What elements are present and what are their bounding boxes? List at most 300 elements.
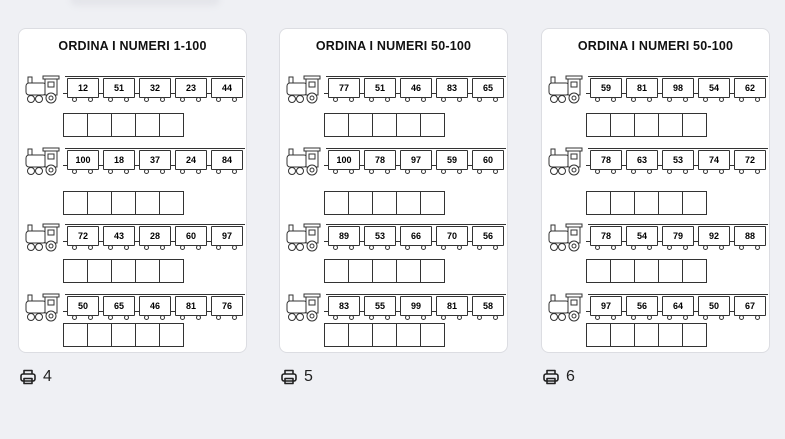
wagon-wheel xyxy=(144,97,149,102)
wagon-wheel xyxy=(349,97,354,102)
answer-box xyxy=(159,259,184,283)
wagon-wheel xyxy=(647,245,652,250)
wagon-number: 55 xyxy=(364,296,396,316)
wagon-wheel xyxy=(611,245,616,250)
wagon-wheel xyxy=(333,315,338,320)
wagon-coupler xyxy=(694,93,698,94)
answer-box xyxy=(348,323,373,347)
wagon-coupler xyxy=(396,311,400,312)
print-count-value: 6 xyxy=(566,368,575,385)
wagon-wheel xyxy=(457,245,462,250)
wagon-coupler xyxy=(468,165,472,166)
wagon-number: 97 xyxy=(211,226,243,246)
wagon-number: 72 xyxy=(67,226,99,246)
wagon-number: 60 xyxy=(175,226,207,246)
wagon-wheel xyxy=(232,315,237,320)
wagon-wheel xyxy=(739,245,744,250)
answer-box xyxy=(634,191,659,215)
wagon-coupler xyxy=(658,93,662,94)
answer-boxes xyxy=(324,113,445,137)
wagon-wheel xyxy=(755,169,760,174)
answer-box xyxy=(372,113,397,137)
worksheet-title: ORDINA I NUMERI 50-100 xyxy=(315,39,472,53)
answer-box xyxy=(159,113,184,137)
wagon-wheel xyxy=(421,315,426,320)
answer-box xyxy=(682,191,707,215)
wagon-coupler xyxy=(171,93,175,94)
wagon-number: 88 xyxy=(734,226,766,246)
wagon-number: 64 xyxy=(662,296,694,316)
wagon-wheel xyxy=(369,97,374,102)
wagon-number: 99 xyxy=(400,296,432,316)
answer-box xyxy=(634,323,659,347)
wagon-wheel xyxy=(160,97,165,102)
wagon-wheel xyxy=(683,315,688,320)
answer-box xyxy=(420,191,445,215)
answer-box xyxy=(396,191,421,215)
wagon-number: 56 xyxy=(626,296,658,316)
train-row xyxy=(286,223,504,253)
wagon-wheel xyxy=(160,245,165,250)
wagon-number: 92 xyxy=(698,226,730,246)
train-row xyxy=(25,75,243,105)
train-row xyxy=(286,293,504,323)
wagon-wheel xyxy=(369,245,374,250)
wagon-wheel xyxy=(719,245,724,250)
print-count[interactable] xyxy=(280,368,313,386)
wagon-wheel xyxy=(160,315,165,320)
wagon-number: 63 xyxy=(626,150,658,170)
wagon-wheel xyxy=(349,169,354,174)
wagon-number: 24 xyxy=(175,150,207,170)
wagon-number: 43 xyxy=(103,226,135,246)
wagon-coupler xyxy=(622,93,626,94)
wagon-coupler xyxy=(396,241,400,242)
wagon-coupler xyxy=(586,165,590,166)
wagon-coupler xyxy=(396,93,400,94)
answer-box xyxy=(610,113,635,137)
wagon-coupler xyxy=(207,93,211,94)
wagon-coupler xyxy=(730,311,734,312)
wagon-wheel xyxy=(124,169,129,174)
wagon-wheel xyxy=(631,315,636,320)
wagon-coupler xyxy=(99,93,103,94)
wagon-number: 65 xyxy=(103,296,135,316)
wagon-wheel xyxy=(477,245,482,250)
wagon-number: 100 xyxy=(328,150,360,170)
wagon-number: 62 xyxy=(734,78,766,98)
answer-box xyxy=(135,323,160,347)
wagon-wheel xyxy=(369,315,374,320)
wagon-wheel xyxy=(755,97,760,102)
wagon-number: 81 xyxy=(175,296,207,316)
wagon-wheel xyxy=(457,169,462,174)
wagon-coupler xyxy=(171,311,175,312)
wagon-coupler xyxy=(622,241,626,242)
answer-box xyxy=(420,259,445,283)
wagon-wheel xyxy=(385,169,390,174)
wagon-wheel xyxy=(124,97,129,102)
answer-box xyxy=(420,323,445,347)
train-row xyxy=(548,147,766,177)
wagon-number: 70 xyxy=(436,226,468,246)
wagon-number: 100 xyxy=(67,150,99,170)
wagon-coupler xyxy=(694,241,698,242)
wagon-coupler xyxy=(324,311,328,312)
wagon-coupler xyxy=(360,311,364,312)
wagon-wheel xyxy=(441,97,446,102)
answer-box xyxy=(396,323,421,347)
answer-box xyxy=(324,191,349,215)
wagon-wheel xyxy=(719,169,724,174)
answer-boxes xyxy=(324,191,445,215)
wagon-wheel xyxy=(755,245,760,250)
answer-box xyxy=(135,113,160,137)
wagon-wheel xyxy=(683,245,688,250)
wagon-number: 12 xyxy=(67,78,99,98)
wagon-number: 37 xyxy=(139,150,171,170)
wagon-number: 18 xyxy=(103,150,135,170)
wagon-wheel xyxy=(667,315,672,320)
wagon-wheel xyxy=(232,97,237,102)
wagon-wheel xyxy=(631,245,636,250)
wagon-number: 84 xyxy=(211,150,243,170)
wagon-wheel xyxy=(333,245,338,250)
train-row xyxy=(286,75,504,105)
wagon-number: 50 xyxy=(698,296,730,316)
wagon-coupler xyxy=(324,93,328,94)
wagon-coupler xyxy=(730,93,734,94)
wagon-number: 54 xyxy=(698,78,730,98)
answer-box xyxy=(658,323,683,347)
wagon-number: 78 xyxy=(364,150,396,170)
wagon-coupler xyxy=(207,241,211,242)
wagon-wheel xyxy=(457,315,462,320)
answer-box xyxy=(159,323,184,347)
answer-box xyxy=(324,113,349,137)
answer-box xyxy=(87,323,112,347)
wagon-number: 59 xyxy=(590,78,622,98)
answer-box xyxy=(63,113,88,137)
shadow-decoration xyxy=(70,0,220,6)
wagon-coupler xyxy=(360,165,364,166)
wagon-wheel xyxy=(216,245,221,250)
answer-box xyxy=(87,259,112,283)
wagon-coupler xyxy=(135,241,139,242)
wagon-wheel xyxy=(349,315,354,320)
wagon-wheel xyxy=(421,169,426,174)
wagon-number: 58 xyxy=(472,296,504,316)
wagon-wheel xyxy=(369,169,374,174)
wagon-wheel xyxy=(333,97,338,102)
wagon-number: 44 xyxy=(211,78,243,98)
train-row xyxy=(25,293,243,323)
wagon-coupler xyxy=(324,165,328,166)
answer-boxes xyxy=(324,259,445,283)
wagon-number: 60 xyxy=(472,150,504,170)
wagon-number: 83 xyxy=(328,296,360,316)
wagon-wheel xyxy=(349,245,354,250)
wagon-wheel xyxy=(667,97,672,102)
wagon-wheel xyxy=(405,169,410,174)
answer-box xyxy=(111,191,136,215)
answer-box xyxy=(348,259,373,283)
wagon-wheel xyxy=(108,97,113,102)
wagon-coupler xyxy=(360,93,364,94)
print-count-value: 5 xyxy=(304,368,313,385)
answer-boxes xyxy=(324,323,445,347)
wagon-wheel xyxy=(180,97,185,102)
wagon-coupler xyxy=(658,311,662,312)
wagon-wheel xyxy=(703,169,708,174)
wagon-number: 77 xyxy=(328,78,360,98)
answer-box xyxy=(396,113,421,137)
answer-box xyxy=(420,113,445,137)
wagon-wheel xyxy=(72,245,77,250)
wagon-number: 83 xyxy=(436,78,468,98)
wagon-wheel xyxy=(108,315,113,320)
wagon-coupler xyxy=(586,241,590,242)
wagon-wheel xyxy=(647,169,652,174)
wagon-number: 72 xyxy=(734,150,766,170)
wagon-coupler xyxy=(99,311,103,312)
wagon-wheel xyxy=(647,97,652,102)
wagon-wheel xyxy=(196,97,201,102)
wagon-wheel xyxy=(124,315,129,320)
wagon-wheel xyxy=(88,315,93,320)
answer-box xyxy=(324,259,349,283)
wagon-wheel xyxy=(333,169,338,174)
wagon-wheel xyxy=(180,169,185,174)
wagon-wheel xyxy=(88,169,93,174)
wagon-number: 65 xyxy=(472,78,504,98)
wagon-wheel xyxy=(108,245,113,250)
wagon-wheel xyxy=(493,245,498,250)
wagon-number: 74 xyxy=(698,150,730,170)
answer-box xyxy=(610,323,635,347)
wagon-wheel xyxy=(180,315,185,320)
train-row xyxy=(548,75,766,105)
wagon-number: 50 xyxy=(67,296,99,316)
wagon-wheel xyxy=(595,245,600,250)
wagon-wheel xyxy=(405,245,410,250)
wagon-coupler xyxy=(468,241,472,242)
answer-box xyxy=(682,323,707,347)
wagon-wheel xyxy=(144,245,149,250)
answer-box xyxy=(135,259,160,283)
wagon-wheel xyxy=(124,245,129,250)
worksheet-title: ORDINA I NUMERI 50-100 xyxy=(577,39,734,53)
wagon-wheel xyxy=(441,315,446,320)
answer-box xyxy=(658,259,683,283)
wagon-number: 79 xyxy=(662,226,694,246)
wagon-wheel xyxy=(477,169,482,174)
wagon-number: 46 xyxy=(400,78,432,98)
wagon-wheel xyxy=(595,169,600,174)
wagon-number: 97 xyxy=(590,296,622,316)
wagon-number: 32 xyxy=(139,78,171,98)
answer-boxes xyxy=(63,113,184,137)
wagon-wheel xyxy=(683,97,688,102)
wagon-wheel xyxy=(719,315,724,320)
wagon-wheel xyxy=(595,97,600,102)
answer-box xyxy=(348,113,373,137)
wagon-number: 89 xyxy=(328,226,360,246)
wagon-coupler xyxy=(622,165,626,166)
train-row xyxy=(548,223,766,253)
wagon-wheel xyxy=(703,315,708,320)
wagon-number: 78 xyxy=(590,150,622,170)
answer-box xyxy=(682,259,707,283)
answer-box xyxy=(658,113,683,137)
wagon-number: 97 xyxy=(400,150,432,170)
wagon-wheel xyxy=(108,169,113,174)
wagon-wheel xyxy=(703,245,708,250)
wagon-number: 51 xyxy=(364,78,396,98)
answer-box xyxy=(111,323,136,347)
wagon-coupler xyxy=(730,241,734,242)
train-row xyxy=(286,147,504,177)
worksheet-card[interactable] xyxy=(279,28,508,353)
wagon-coupler xyxy=(135,165,139,166)
answer-boxes xyxy=(63,323,184,347)
wagon-number: 54 xyxy=(626,226,658,246)
wagon-wheel xyxy=(421,97,426,102)
wagon-wheel xyxy=(72,169,77,174)
wagon-number: 53 xyxy=(364,226,396,246)
wagon-wheel xyxy=(719,97,724,102)
wagon-wheel xyxy=(385,315,390,320)
answer-box xyxy=(135,191,160,215)
printer-icon xyxy=(19,368,37,386)
answer-boxes xyxy=(63,259,184,283)
wagon-wheel xyxy=(160,169,165,174)
wagon-wheel xyxy=(72,97,77,102)
wagon-wheel xyxy=(88,97,93,102)
answer-boxes xyxy=(586,191,707,215)
wagon-wheel xyxy=(405,315,410,320)
wagon-wheel xyxy=(421,245,426,250)
wagon-wheel xyxy=(647,315,652,320)
wagon-wheel xyxy=(703,97,708,102)
wagon-wheel xyxy=(232,169,237,174)
printer-icon xyxy=(280,368,298,386)
wagon-coupler xyxy=(730,165,734,166)
wagon-coupler xyxy=(396,165,400,166)
print-count[interactable] xyxy=(542,368,575,386)
wagon-wheel xyxy=(180,245,185,250)
wagon-number: 53 xyxy=(662,150,694,170)
answer-boxes xyxy=(63,191,184,215)
wagon-wheel xyxy=(385,97,390,102)
answer-boxes xyxy=(586,259,707,283)
wagon-wheel xyxy=(631,97,636,102)
wagon-coupler xyxy=(171,241,175,242)
wagon-number: 59 xyxy=(436,150,468,170)
wagon-wheel xyxy=(196,315,201,320)
answer-box xyxy=(111,113,136,137)
wagon-coupler xyxy=(324,241,328,242)
answer-boxes xyxy=(586,323,707,347)
wagon-wheel xyxy=(611,315,616,320)
answer-box xyxy=(87,113,112,137)
wagon-coupler xyxy=(586,311,590,312)
wagon-wheel xyxy=(631,169,636,174)
wagon-coupler xyxy=(360,241,364,242)
wagon-wheel xyxy=(88,245,93,250)
wagon-coupler xyxy=(99,165,103,166)
answer-box xyxy=(372,259,397,283)
wagon-wheel xyxy=(144,169,149,174)
wagon-coupler xyxy=(432,311,436,312)
wagon-wheel xyxy=(216,315,221,320)
wagon-coupler xyxy=(63,93,67,94)
wagon-wheel xyxy=(493,169,498,174)
wagon-number: 28 xyxy=(139,226,171,246)
wagon-coupler xyxy=(658,241,662,242)
answer-box xyxy=(372,323,397,347)
printer-icon xyxy=(542,368,560,386)
wagon-wheel xyxy=(72,315,77,320)
wagon-wheel xyxy=(457,97,462,102)
answer-box xyxy=(63,259,88,283)
wagon-coupler xyxy=(694,311,698,312)
wagon-coupler xyxy=(586,93,590,94)
worksheet-card[interactable] xyxy=(18,28,247,353)
wagon-wheel xyxy=(611,97,616,102)
wagon-wheel xyxy=(216,169,221,174)
wagon-number: 81 xyxy=(626,78,658,98)
answer-box xyxy=(396,259,421,283)
answer-box xyxy=(348,191,373,215)
wagon-coupler xyxy=(99,241,103,242)
answer-box xyxy=(658,191,683,215)
wagon-number: 66 xyxy=(400,226,432,246)
print-count-value: 4 xyxy=(43,368,52,385)
answer-box xyxy=(586,191,611,215)
answer-box xyxy=(610,259,635,283)
wagon-wheel xyxy=(739,97,744,102)
wagon-number: 98 xyxy=(662,78,694,98)
wagon-coupler xyxy=(135,93,139,94)
worksheet-card[interactable] xyxy=(541,28,770,353)
wagon-wheel xyxy=(477,97,482,102)
wagon-coupler xyxy=(63,241,67,242)
wagon-number: 46 xyxy=(139,296,171,316)
wagon-wheel xyxy=(405,97,410,102)
wagon-coupler xyxy=(468,311,472,312)
wagon-wheel xyxy=(144,315,149,320)
wagon-wheel xyxy=(493,97,498,102)
answer-box xyxy=(63,323,88,347)
wagon-wheel xyxy=(441,169,446,174)
answer-box xyxy=(63,191,88,215)
wagon-wheel xyxy=(667,169,672,174)
wagon-coupler xyxy=(432,165,436,166)
wagon-number: 76 xyxy=(211,296,243,316)
answer-box xyxy=(159,191,184,215)
wagon-coupler xyxy=(171,165,175,166)
wagon-coupler xyxy=(694,165,698,166)
wagon-number: 78 xyxy=(590,226,622,246)
wagon-wheel xyxy=(611,169,616,174)
wagon-number: 67 xyxy=(734,296,766,316)
answer-box xyxy=(634,259,659,283)
wagon-wheel xyxy=(196,245,201,250)
train-row xyxy=(25,223,243,253)
wagon-wheel xyxy=(477,315,482,320)
print-count[interactable] xyxy=(19,368,52,386)
